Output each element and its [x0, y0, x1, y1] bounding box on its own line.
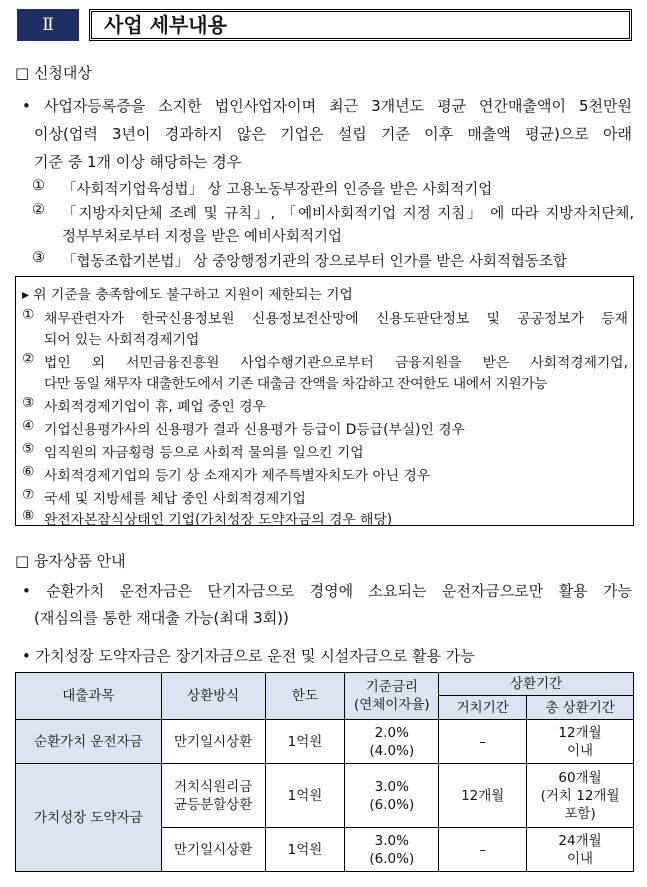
- header-method: 상환방식: [161, 673, 265, 720]
- criteria-text: 「지방자치단체 조례 및 규칙」, 「예비사회적기업 지정 지침」 에 따라 지방자치단체,: [62, 206, 634, 222]
- restriction-text: 다만 동일 채무자 대출한도에서 기존 대출금 잔액을 차감하고 잔여한도 내에서 지원가능: [44, 376, 547, 392]
- cell-total-line: 이내: [567, 742, 594, 759]
- eligibility-heading: □ 신청대상: [15, 64, 92, 82]
- criteria-text: 「협동조합기본법」 상 중앙행정기관의 장으로부터 인가를 받은 사회적협동조합: [62, 254, 567, 270]
- cell-method: [161, 764, 265, 828]
- header-period: 상환기간: [439, 673, 634, 696]
- restriction-number: ⑥: [22, 464, 35, 480]
- restriction-text: 사회적경제기업이 휴, 폐업 중인 경우: [44, 399, 266, 415]
- header-product: 대출과목: [16, 673, 162, 720]
- criteria-text: 정부부처로부터 지정을 받은 예비사회적기업: [62, 229, 342, 245]
- criteria-text: 「사회적기업육성법」 상 고용노동부장관의 인증을 받은 사회적기업: [62, 182, 493, 198]
- restriction-text: 법인 외 서민금융진흥원 사업수행기관으로부터 금융지원을 받은 사회적경제기업,: [44, 355, 628, 371]
- section-title: 사업 세부내용: [89, 9, 632, 41]
- loan-product-table: [15, 672, 634, 872]
- restrictions-box: [15, 276, 634, 526]
- restriction-text: 완전자본잠식상태인 기업(가치성장 도약자금의 경우 해당): [44, 512, 393, 528]
- restriction-text: 기업신용평가사의 신용평가 결과 신용평가 등급이 D등급(부실)인 경우: [44, 422, 465, 438]
- cell-rate-base: 2.0%: [374, 724, 409, 741]
- cell-rate-overdue: (6.0%): [369, 796, 415, 813]
- cell-total: [527, 720, 634, 764]
- cell-total-line: 24개월: [558, 832, 602, 849]
- cell-product: 가치성장 도약자금: [16, 764, 162, 872]
- restriction-text: 사회적경제기업의 등기 상 소재지가 제주특별자치도가 아닌 경우: [44, 468, 431, 484]
- header-rate: [345, 673, 439, 720]
- cell-rate-base: 3.0%: [374, 832, 409, 849]
- cell-total-line: 포함): [564, 805, 596, 822]
- cell-limit: 1억원: [265, 764, 345, 828]
- cell-total: [527, 764, 634, 828]
- cell-total-line: 12개월: [558, 724, 602, 741]
- product-bullet-line: • 순환가치 운전자금은 단기자금으로 경영에 소요되는 운전자금으로만 활용 가능: [22, 582, 632, 600]
- cell-method: 만기일시상환: [161, 828, 265, 872]
- criteria-number: ①: [32, 178, 45, 194]
- cell-total-line: 60개월: [558, 769, 602, 786]
- cell-rate: [345, 764, 439, 828]
- table-row: [16, 720, 634, 764]
- cell-total-line: (거치 12개월: [540, 787, 620, 804]
- cell-grace: –: [439, 828, 527, 872]
- header-rate-line2: (연체이자율): [353, 697, 430, 713]
- header-total: 총 상환기간: [527, 696, 634, 720]
- cell-rate-base: 3.0%: [374, 778, 409, 795]
- restriction-number: ③: [22, 395, 35, 411]
- restriction-text: 되어 있는 사회적경제기업: [44, 332, 200, 348]
- header-rate-line1: 기준금리: [365, 679, 418, 695]
- eligibility-intro-line: 기준 중 1개 이상 해당하는 경우: [34, 153, 242, 171]
- restriction-number: ②: [22, 351, 35, 367]
- cell-total-line: 이내: [567, 850, 594, 867]
- header-grace: 거치기간: [439, 696, 527, 720]
- cell-rate-overdue: (4.0%): [369, 742, 415, 759]
- restriction-number: ⑧: [22, 508, 35, 524]
- cell-limit: 1억원: [265, 720, 345, 764]
- restriction-number: ④: [22, 418, 35, 434]
- cell-grace: 12개월: [439, 764, 527, 828]
- header-limit: 한도: [265, 673, 345, 720]
- cell-method: 만기일시상환: [161, 720, 265, 764]
- cell-method-line: 균등분할상환: [174, 796, 253, 813]
- eligibility-intro-line: • 사업자등록증을 소지한 법인사업자이며 최근 3개년도 평균 연간매출액이 5천만원: [22, 97, 632, 115]
- product-bullet-line: (재심의를 통한 재대출 가능(최대 3회)): [34, 609, 289, 627]
- restriction-number: ⑦: [22, 487, 35, 503]
- products-heading: □ 융자상품 안내: [15, 552, 126, 570]
- table-row: [16, 764, 634, 828]
- restriction-number: ①: [22, 307, 35, 323]
- cell-limit: 1억원: [265, 828, 345, 872]
- restrictions-heading: ▸ 위 기준을 충족함에도 불구하고 지원이 제한되는 기업: [22, 287, 353, 303]
- restriction-number: ⑤: [22, 441, 35, 457]
- section-header: [17, 9, 632, 41]
- eligibility-intro-line: 이상(업력 3년이 경과하지 않은 기업은 설립 기준 이후 매출액 평균)으로 아래: [34, 125, 632, 143]
- cell-method-line: 거치식원리금: [174, 778, 253, 795]
- criteria-number: ②: [32, 202, 45, 218]
- restriction-text: 임직원의 자금횡령 등으로 사회적 물의를 일으킨 기업: [44, 445, 364, 461]
- cell-rate: [345, 828, 439, 872]
- restriction-text: 채무관련자가 한국신용정보원 신용정보전산망에 신용도판단정보 및 공공정보가 등재: [44, 311, 628, 327]
- criteria-number: ③: [32, 250, 45, 266]
- cell-rate-overdue: (6.0%): [369, 850, 415, 867]
- cell-rate: [345, 720, 439, 764]
- product-bullet-line: • 가치성장 도약자금은 장기자금으로 운전 및 시설자금으로 활용 가능: [22, 647, 475, 665]
- cell-total: [527, 828, 634, 872]
- section-number: Ⅱ: [17, 9, 79, 41]
- cell-grace: –: [439, 720, 527, 764]
- restriction-text: 국세 및 지방세를 체납 중인 사회적경제기업: [44, 491, 306, 507]
- cell-product: 순환가치 운전자금: [16, 720, 162, 764]
